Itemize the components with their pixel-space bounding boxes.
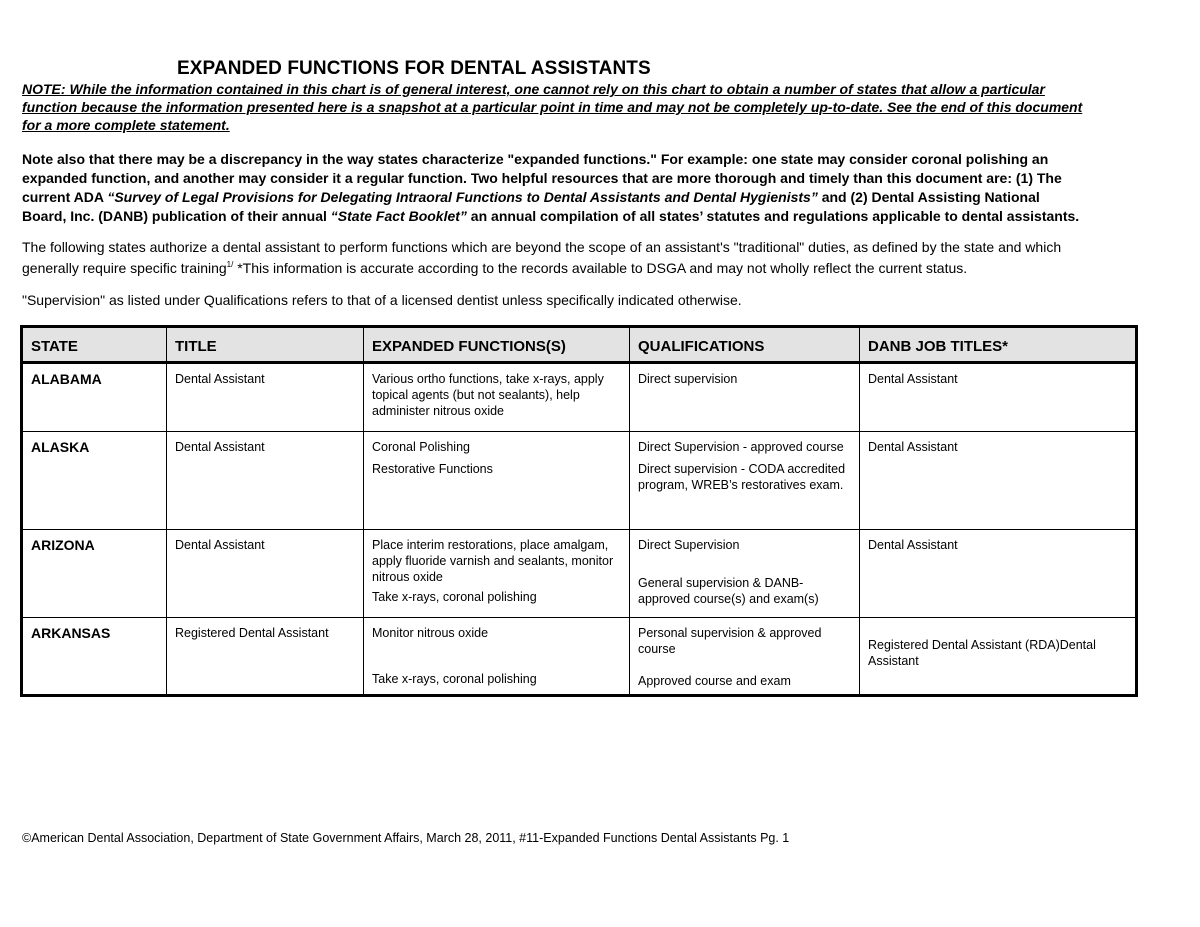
danb-cell: Dental Assistant	[860, 432, 1137, 530]
danb-cell: Dental Assistant	[860, 530, 1137, 618]
qualification-item: General supervision & DANB-approved course(s) and exam(s)	[638, 576, 819, 606]
state-cell: ARKANSAS	[22, 618, 167, 696]
footnote-marker: 1/	[226, 260, 234, 269]
discrepancy-line: Note also that there may be a discrepancy in the way states characterize "expanded functions." For example: one state may consider coronal polishing an	[22, 151, 1049, 167]
table-row	[22, 432, 1137, 530]
column-header-qualifications: QUALIFICATIONS	[630, 327, 860, 363]
functions-cell	[364, 363, 630, 432]
discrepancy-line	[22, 207, 1182, 226]
danb-cell: Dental Assistant	[860, 363, 1137, 432]
state-cell: ARIZONA	[22, 530, 167, 618]
page-title: EXPANDED FUNCTIONS FOR DENTAL ASSISTANTS	[177, 58, 651, 79]
state-cell: ALASKA	[22, 432, 167, 530]
column-header-title: TITLE	[167, 327, 364, 363]
intro-line	[22, 256, 1182, 277]
title-cell: Dental Assistant	[167, 432, 364, 530]
column-header-functions: EXPANDED FUNCTIONS(S)	[364, 327, 630, 363]
title-cell: Dental Assistant	[167, 530, 364, 618]
qualification-item: Direct Supervision - approved course	[638, 440, 844, 454]
state-cell: ALABAMA	[22, 363, 167, 432]
table-row	[22, 530, 1137, 618]
intro-text: generally require specific training	[22, 260, 227, 276]
discrepancy-line	[22, 188, 1182, 207]
table-header-row	[22, 327, 1137, 363]
function-item: Take x-rays, coronal polishing	[372, 672, 537, 686]
intro-text: *This information is accurate according to the records available to DSGA and may not wholly reflect the current status.	[233, 260, 968, 276]
function-item: Various ortho functions, take x-rays, apply topical agents (but not sealants), help administer nitrous oxide	[372, 372, 604, 418]
column-header-state: STATE	[22, 327, 167, 363]
intro-paragraph	[22, 238, 1182, 277]
ada-survey-title: “Survey of Legal Provisions for Delegating Intraoral Functions to Dental Assistants and Dental Hygienists”	[107, 189, 818, 205]
qualifications-cell	[630, 618, 860, 696]
table-row	[22, 618, 1137, 696]
qualification-item: Direct supervision - CODA accredited program, WREB’s restoratives exam.	[638, 462, 846, 492]
discrepancy-text: an annual compilation of all states’ statutes and regulations applicable to dental assistants.	[466, 208, 1080, 224]
functions-cell	[364, 432, 630, 530]
functions-cell	[364, 530, 630, 618]
qualification-item: Direct supervision	[638, 372, 738, 386]
qualifications-cell	[630, 363, 860, 432]
qualification-item: Personal supervision & approved course	[638, 626, 822, 656]
discrepancy-text: and (2) Dental Assisting National	[817, 189, 1040, 205]
disclaimer-note	[22, 80, 1182, 134]
disclaimer-line: NOTE: While the information contained in this chart is of general interest, one cannot rely on this chart to obtain a number of states that allow a particular	[22, 81, 1045, 97]
functions-cell	[364, 618, 630, 696]
expanded-functions-table	[20, 325, 1138, 697]
column-header-danb-job-titles: DANB JOB TITLES*	[860, 327, 1137, 363]
qualification-item: Approved course and exam	[638, 674, 791, 688]
discrepancy-line: expanded function, and another may consider it a regular function. Two helpful resources that are more thorough and timely than this document are: (1) The	[22, 170, 1062, 186]
qualification-item: Direct Supervision	[638, 538, 740, 552]
title-cell: Registered Dental Assistant	[167, 618, 364, 696]
function-item: Take x-rays, coronal polishing	[372, 590, 537, 604]
supervision-note: "Supervision" as listed under Qualifications refers to that of a licensed dentist unless specifically indicated otherwise.	[22, 292, 742, 308]
discrepancy-text: current ADA	[22, 189, 108, 205]
function-item: Coronal Polishing	[372, 440, 470, 454]
disclaimer-line: for a more complete statement.	[22, 117, 230, 133]
qualifications-cell	[630, 432, 860, 530]
state-fact-booklet-title: “State Fact Booklet”	[330, 208, 467, 224]
function-item: Place interim restorations, place amalgam, apply fluoride varnish and sealants, monitor nitrous oxide	[372, 538, 614, 584]
intro-line: The following states authorize a dental assistant to perform functions which are beyond the scope of an assistant's "traditional" duties, as defined by the state and which	[22, 239, 1062, 255]
danb-cell	[860, 618, 1137, 696]
page-footer: ©American Dental Association, Department of State Government Affairs, March 28, 2011, #11-Expanded Functions Dental Assistants Pg. 1	[22, 831, 790, 845]
qualifications-cell	[630, 530, 860, 618]
disclaimer-line: function because the information presented here is a snapshot at a particular point in time and may not be completely up-to-date. See the end of this document	[22, 99, 1083, 115]
title-cell: Dental Assistant	[167, 363, 364, 432]
discrepancy-text: Board, Inc. (DANB) publication of their annual	[22, 208, 331, 224]
function-item: Restorative Functions	[372, 462, 493, 476]
danb-title-text: Registered Dental Assistant (RDA)Dental Assistant	[868, 638, 1096, 668]
table-row	[22, 363, 1137, 432]
discrepancy-paragraph	[22, 150, 1182, 226]
function-item: Monitor nitrous oxide	[372, 626, 489, 640]
